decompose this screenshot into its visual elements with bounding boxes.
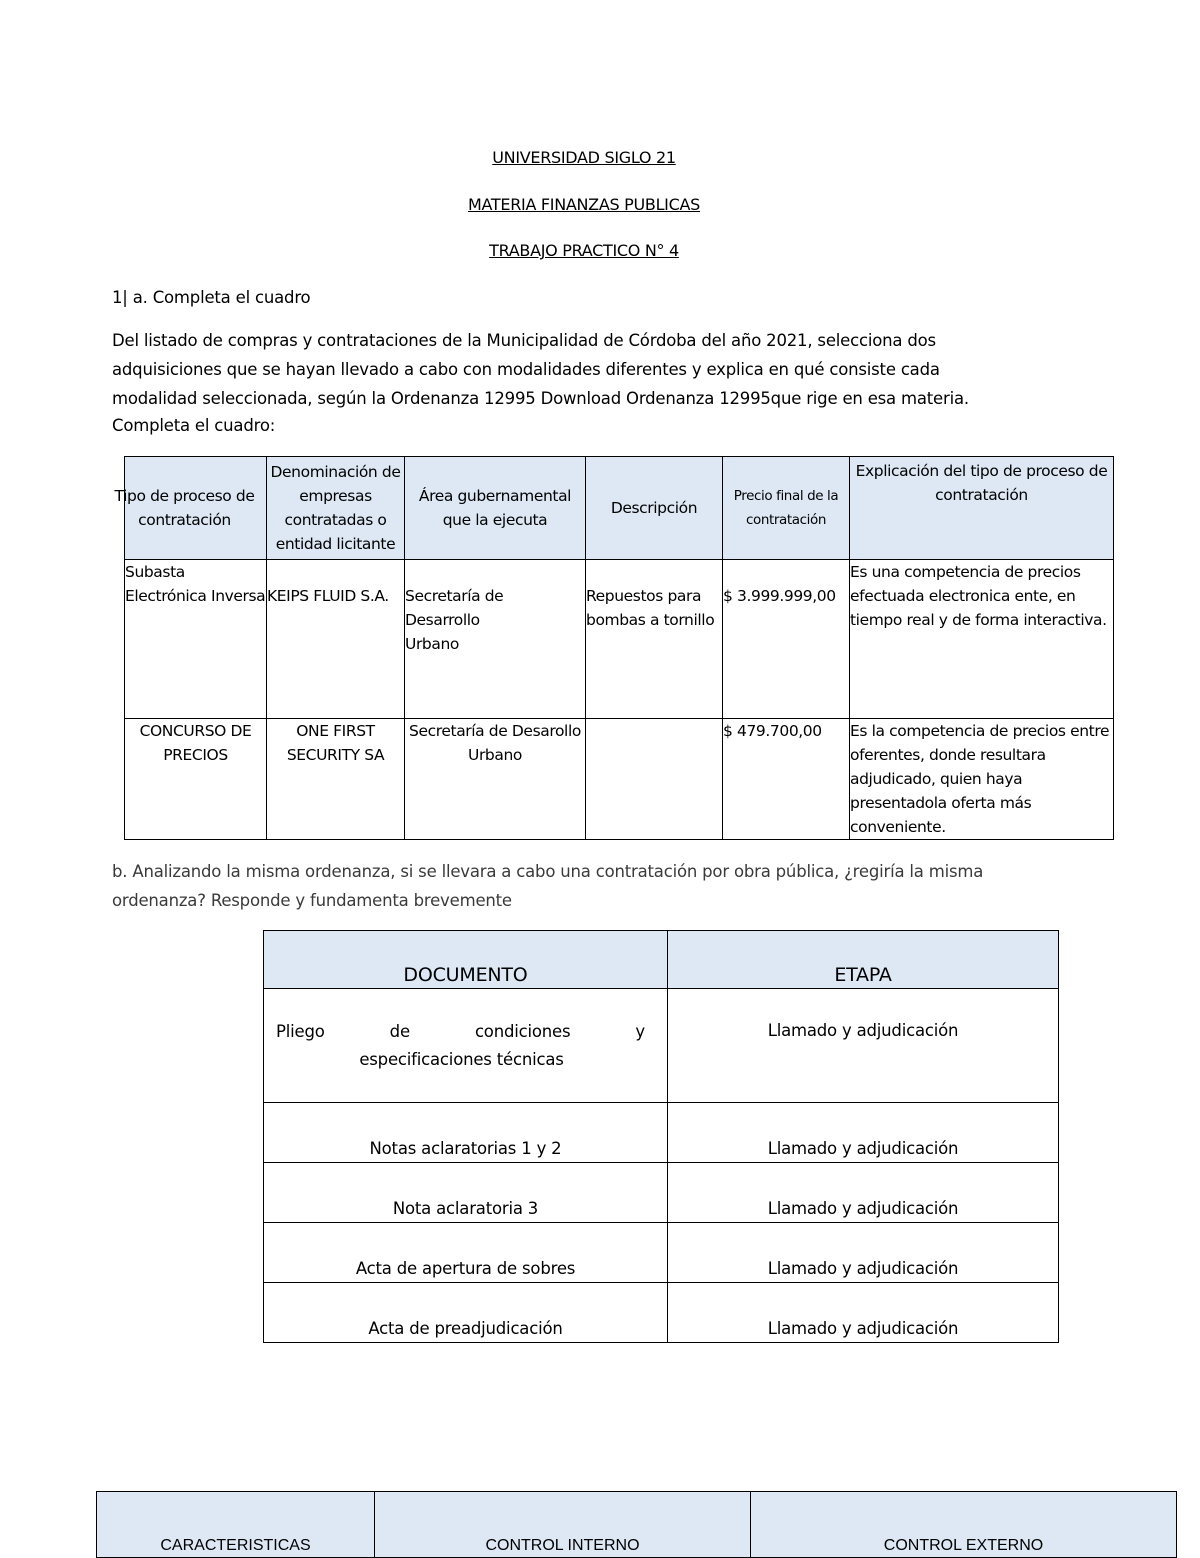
- header-control-interno: CONTROL INTERNO: [375, 1492, 751, 1558]
- header-cell: [850, 457, 1114, 560]
- question-b-line: b. Analizando la misma ordenanza, si se llevara a cabo una contratación por obra pública, ¿regiría la misma: [112, 862, 984, 881]
- table-row: [264, 1163, 1059, 1223]
- paragraph-line: modalidad seleccionada, según la Ordenanza 12995 Download Ordenanza 12995que rige en esa materia.: [112, 389, 969, 408]
- header-documento: DOCUMENTO: [264, 931, 668, 989]
- header-cell: [267, 457, 405, 560]
- cell-tipo: Subasta Electrónica Inversa: [125, 560, 267, 719]
- documento-line2: especificaciones técnicas: [359, 1049, 564, 1069]
- cell-documento: Notas aclaratorias 1 y 2: [264, 1103, 668, 1163]
- header-area: Área gubernamental que la ejecuta: [418, 487, 572, 529]
- controls-table-header: [97, 1492, 1177, 1558]
- cell-precio: $ 3.999.999,00: [723, 560, 850, 719]
- cell-explicacion: Es una competencia de precios efectuada electronica ente, en tiempo real y de forma interactiva.: [850, 560, 1114, 719]
- cell-explicacion: Es la competencia de precios entre oferentes, donde resultara adjudicado, quien haya presentadola oferta más conveniente.: [850, 719, 1114, 840]
- paragraph-line: Del listado de compras y contrataciones de la Municipalidad de Córdoba del año 2021, selecciona dos: [112, 331, 936, 350]
- header-etapa: ETAPA: [668, 931, 1059, 989]
- cell-etapa: Llamado y adjudicación: [668, 989, 1059, 1103]
- question-a-label: 1| a. Completa el cuadro: [112, 288, 311, 307]
- cell-documento: [264, 989, 668, 1103]
- table-row: [125, 560, 1114, 719]
- question-a: [112, 283, 1072, 312]
- header-precio: Precio final de la contratación: [733, 488, 839, 528]
- cell-descripcion: Repuestos para bombas a tornillo: [586, 560, 723, 719]
- assignment-title: TRABAJO PRACTICO N° 4: [489, 241, 679, 260]
- word: y: [635, 1021, 645, 1041]
- header-control-externo: CONTROL EXTERNO: [751, 1492, 1177, 1558]
- word: condiciones: [474, 1021, 571, 1041]
- header-empresa: Denominación de empresas contratadas o entidad licitante: [270, 463, 401, 553]
- cell-documento: Acta de apertura de sobres: [264, 1223, 668, 1283]
- header-caracteristicas: CARACTERISTICAS: [97, 1492, 375, 1558]
- question-a-paragraph: [112, 326, 1072, 438]
- cell-etapa: Llamado y adjudicación: [668, 1223, 1059, 1283]
- paragraph-line: adquisiciones que se hayan llevado a cabo con modalidades diferentes y explica en qué consiste cada: [112, 360, 940, 379]
- header-descripcion: Descripción: [610, 499, 698, 517]
- cell-documento: Acta de preadjudicación: [264, 1283, 668, 1343]
- header-cell: [723, 457, 850, 560]
- cell-etapa: Llamado y adjudicación: [668, 1163, 1059, 1223]
- cell-tipo: CONCURSO DE PRECIOS: [125, 719, 267, 840]
- header-cell: [114, 457, 267, 560]
- contracts-table: [114, 456, 1114, 840]
- table-row: [125, 719, 1114, 840]
- header-cell: [586, 457, 723, 560]
- table-row: [264, 1223, 1059, 1283]
- subject-title: MATERIA FINANZAS PUBLICAS: [468, 195, 700, 214]
- cell-descripcion: [586, 719, 723, 840]
- cell-etapa: Llamado y adjudicación: [668, 1103, 1059, 1163]
- word: de: [389, 1021, 410, 1041]
- cell-area: Secretaría de Desarollo Urbano: [405, 719, 586, 840]
- justified-line: [264, 1018, 667, 1046]
- cell-etapa: Llamado y adjudicación: [668, 1283, 1059, 1343]
- cell-area: Secretaría de Desarrollo Urbano: [405, 560, 586, 719]
- controls-table: [96, 1491, 1177, 1558]
- question-b-line: ordenanza? Responde y fundamenta brevemente: [112, 891, 512, 910]
- word: Pliego: [276, 1021, 325, 1041]
- documents-table-header: [264, 931, 1059, 989]
- documents-table: [263, 930, 1059, 1343]
- table-row: [264, 1103, 1059, 1163]
- cell-empresa: ONE FIRST SECURITY SA: [267, 719, 405, 840]
- cell-empresa: KEIPS FLUID S.A.: [267, 560, 405, 719]
- contracts-table-header: [125, 457, 1114, 560]
- table-row: [264, 989, 1059, 1103]
- header-tipo: Tipo de proceso de contratación: [114, 487, 255, 529]
- university-title: UNIVERSIDAD SIGLO 21: [492, 148, 676, 167]
- cell-documento: Nota aclaratoria 3: [264, 1163, 668, 1223]
- paragraph-line: Completa el cuadro:: [112, 416, 276, 435]
- table-row: [264, 1283, 1059, 1343]
- question-b: [112, 857, 1072, 915]
- cell-precio: $ 479.700,00: [723, 719, 850, 840]
- header-cell: [405, 457, 586, 560]
- header-explicacion: Explicación del tipo de proceso de contratación: [855, 462, 1108, 504]
